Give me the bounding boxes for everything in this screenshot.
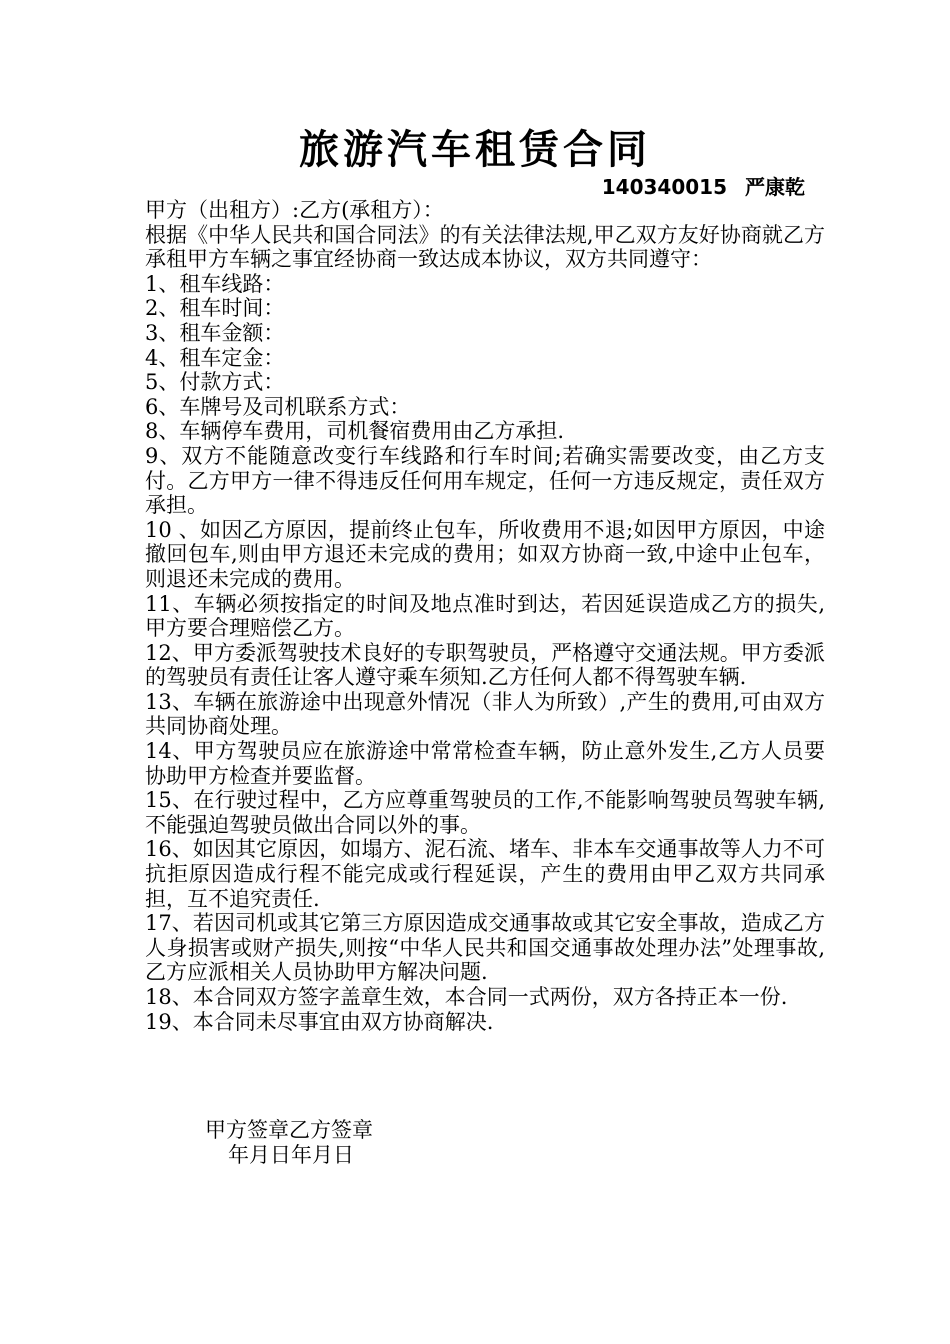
clause-12: 12、甲方委派驾驶技术良好的专职驾驶员，严格遵守交通法规。甲方委派的驾驶员有责任让客人遵守乘车须知.乙方任何人都不得驾驶车辆.	[145, 640, 825, 690]
author-line	[602, 175, 805, 199]
signature-line: 甲方签章乙方签章	[205, 1118, 373, 1142]
student-id: 140340015	[601, 175, 727, 199]
clause-3: 3、租车金额：	[145, 320, 285, 345]
clause-11: 11、车辆必须按指定的时间及地点准时到达，若因延误造成乙方的损失,甲方要合理赔偿乙方。	[145, 591, 825, 641]
clause-2: 2、租车时间：	[145, 296, 285, 321]
date-line: 年月日年月日	[228, 1143, 354, 1167]
clause-9: 9、双方不能随意改变行车线路和行车时间;若确实需要改变，由乙方支付。乙方甲方一律不得违反任何用车规定，任何一方违反规定，责任双方承担。	[145, 443, 825, 518]
clause-13: 13、车辆在旅游途中出现意外情况（非人为所致）,产生的费用,可由双方共同协商处理。	[145, 689, 825, 739]
clause-10: 10 、如因乙方原因，提前终止包车，所收费用不退;如因甲方原因，中途撤回包车,则由甲方退还未完成的费用；如双方协商一致,中途中止包车，则退还未完成的费用。	[145, 517, 825, 591]
contract-body	[145, 198, 825, 1034]
clause-14: 14、甲方驾驶员应在旅游途中常常检查车辆，防止意外发生,乙方人员要协助甲方检查并要监督。	[145, 739, 825, 788]
clause-16: 16、如因其它原因，如塌方、泥石流、堵车、非本车交通事故等人力不可抗拒原因造成行程不能完成或行程延误，产生的费用由甲乙双方共同承担，互不追究责任.	[145, 837, 825, 911]
author-name: 严康乾	[745, 175, 805, 199]
clause-4: 4、租车定金：	[145, 345, 285, 370]
preamble-paragraph: 根据《中华人民共和国合同法》的有关法律法规,甲乙双方友好协商就乙方承租甲方车辆之事宜经协商一致达成本协议，双方共同遵守：	[145, 222, 825, 272]
parties-line: 甲方（出租方）:乙方(承租方）：	[145, 198, 444, 222]
clause-8: 8、车辆停车费用，司机餐宿费用由乙方承担.	[145, 419, 565, 444]
clause-6: 6、车牌号及司机联系方式：	[145, 394, 411, 419]
clause-19: 19、本合同未尽事宜由双方协商解决.	[145, 1009, 494, 1034]
clause-17: 17、若因司机或其它第三方原因造成交通事故或其它安全事故，造成乙方人身损害或财产损失,则按“中华人民共和国交通事故处理办法”处理事故,乙方应派相关人员协助甲方解决问题.	[145, 911, 825, 985]
clause-5: 5、付款方式：	[145, 370, 285, 395]
clause-1: 1、租车线路：	[145, 271, 285, 296]
clause-18: 18、本合同双方签字盖章生效，本合同一式两份，双方各持正本一份.	[145, 985, 788, 1009]
document-title: 旅游汽车租赁合同	[299, 126, 651, 173]
clause-15: 15、在行驶过程中，乙方应尊重驾驶员的工作,不能影响驾驶员驾驶车辆,不能强迫驾驶员做出合同以外的事。	[145, 788, 825, 837]
